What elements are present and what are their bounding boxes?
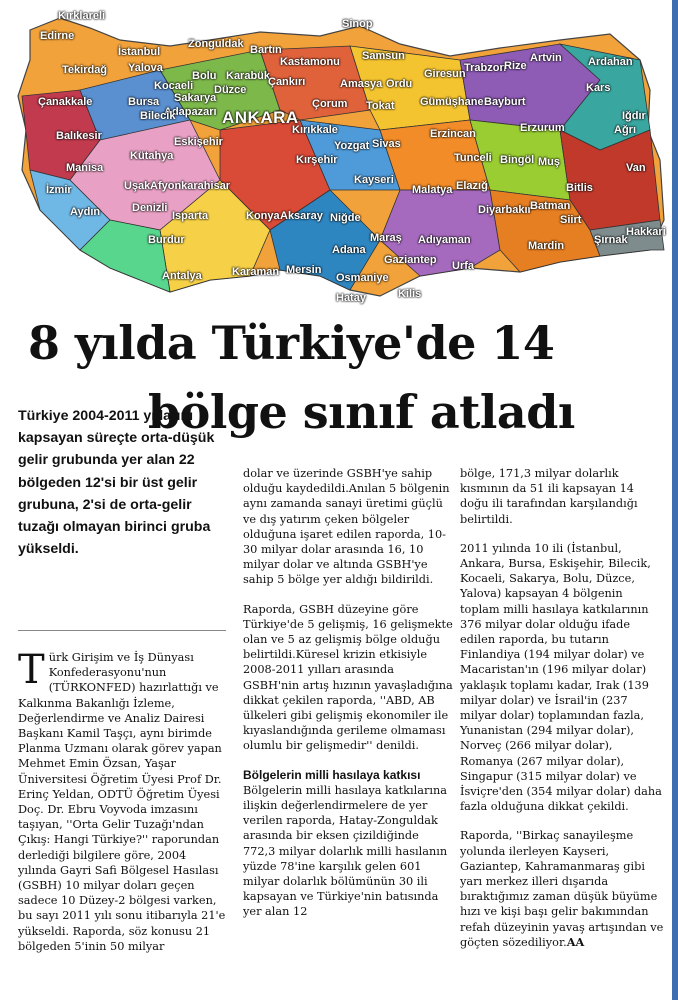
city-label: Diyarbakır	[478, 204, 532, 216]
city-label: Adıyaman	[418, 234, 471, 246]
city-label: Artvin	[530, 52, 562, 64]
page-edge-bar	[672, 0, 678, 1000]
city-label: Malatya	[412, 184, 453, 196]
city-label: Kütahya	[130, 150, 174, 162]
subheading: Bölgelerin milli hasılaya katkısı	[243, 767, 421, 782]
city-label: Siirt	[560, 214, 582, 226]
city-label: Ağrı	[614, 124, 636, 136]
paragraph: Raporda, GSBH düzeyine göre Türkiye'de 5 gelişmiş, 16 gelişmekte olan ve 5 az gelişmiş bölge olduğu belirtildi.Küresel krizin etkisiyle 2008-2011 yılları arasında GSBH'nin artış hızının yavaşladığına dikkat çekilen raporda, ''ABD, AB ülkeleri gibi gelişmiş ekonomiler ile kıyaslandığında gerileme olmaması olumlu bir gelişmedir'' denildi.	[243, 602, 453, 753]
city-label: Gümüşhane	[420, 96, 484, 108]
city-label: Hakkari	[626, 226, 666, 238]
paragraph: dolar ve üzerinde GSBH'ye sahip olduğu kaydedildi.Anılan 5 bölgenin aynı zamanda sanayi üretimi güçlü ve dış yatırım çeken bölgeler olduğuna işaret edilen raporda, 10-30 milyar dolar arasında 16, 10 milyar dolar ve altında GSBH'ye sahip 5 bölge yer aldığı bildirildi.	[243, 467, 450, 587]
city-label: Eskişehir	[174, 136, 223, 148]
city-label: Karaman	[232, 266, 280, 278]
article-column-3	[460, 466, 665, 964]
city-label: Zonguldak	[188, 38, 244, 50]
city-label: Giresun	[424, 68, 466, 80]
drop-cap: T	[18, 647, 45, 693]
city-label: Maraş	[370, 232, 402, 244]
city-label: Van	[626, 162, 646, 174]
paragraph-final	[460, 828, 665, 950]
city-label: Sakarya	[174, 92, 217, 104]
city-label: Ordu	[386, 78, 413, 90]
lede-divider	[18, 630, 226, 631]
city-label: Bilecik	[140, 110, 176, 122]
city-label: Uşak	[124, 180, 151, 192]
city-label: Yozgat	[334, 140, 370, 152]
city-label: Tunceli	[454, 152, 492, 164]
city-label: Urfa	[452, 260, 475, 272]
agency-signature: AA	[566, 934, 585, 949]
city-label: Konya	[246, 210, 280, 222]
city-label: Mersin	[286, 264, 322, 276]
city-label: Manisa	[66, 162, 104, 174]
city-label: Sinop	[342, 18, 373, 30]
city-label: Adapazarı	[164, 106, 217, 118]
paragraph: bölge, 171,3 milyar dolarlık kısmının da 51 ili kapsayan 14 doğu ili tarafından karşılandığı belirtildi.	[460, 467, 638, 526]
city-label: Kars	[586, 82, 611, 94]
city-label: Muş	[538, 156, 560, 168]
city-label: Antalya	[162, 270, 202, 282]
city-label: Sivas	[372, 138, 401, 150]
article-column-1	[18, 647, 226, 968]
city-label: Adana	[332, 244, 366, 256]
paragraph: Bölgelerin milli hasılaya katkılarına ilişkin değerlendirmelere de yer verilen raporda, Hatay-Zonguldak arasında bir eksen çizildiğinde 772,3 milyar dolarlık milli hasılanın yüzde 78'ine karşılık gelen 601 milyar dolarlık bölümünün 30 ili kapsayan ve Türkiye'nin batısında yer alan 12	[243, 783, 448, 919]
paragraph: 2011 yılında 10 ili (İstanbul, Ankara, Bursa, Eskişehir, Bilecik, Kocaeli, Sakarya, Bolu, Düzce, Yalova) kapsayan 4 bölgenin toplam milli hasılaya katkılarının 376 milyar dolar olduğu ifade edilen raporda, bu tutarın Finlandiya (194 milyar dolar) ve Macaristan'ın (196 milyar dolar) yaklaşık toplamı kadar, Irak (139 milyar dolar) ve İsrail'in (237 milyar dolar) toplamından fazla, Yunanistan (294 milyar dolar), Norveç (266 milyar dolar), Romanya (267 milyar dolar), Singapur (315 milyar dolar) ve İsviçre'den (354 milyar dolar) daha fazla olduğuna dikkat çekildi.	[460, 541, 662, 814]
city-label: Burdur	[148, 234, 185, 246]
city-label: Isparta	[172, 210, 209, 222]
city-label: Niğde	[330, 212, 361, 224]
city-label: Şırnak	[594, 234, 628, 246]
city-label: Çanakkale	[38, 96, 93, 108]
city-label: Kastamonu	[280, 56, 340, 68]
headline-line-2: bölge sınıf atladı	[148, 385, 575, 439]
city-label: Samsun	[362, 50, 405, 62]
city-label: Osmaniye	[336, 272, 389, 284]
city-label: Kırşehir	[296, 154, 338, 166]
city-label: Hatay	[336, 292, 366, 304]
turkey-map	[0, 0, 678, 320]
city-label: Kırklareli	[58, 10, 106, 22]
city-label: Aydın	[70, 206, 101, 218]
city-label: Balıkesir	[56, 130, 102, 142]
city-label: Gaziantep	[384, 254, 437, 266]
city-label-capital: ANKARA	[222, 108, 299, 127]
city-label: Denizli	[132, 202, 168, 214]
city-label: Elazığ	[456, 180, 488, 192]
city-label: Erzurum	[520, 122, 565, 134]
city-label: Edirne	[40, 30, 75, 42]
city-label: Ardahan	[588, 56, 633, 68]
city-label: Amasya	[340, 78, 383, 90]
headline-line-1: 8 yılda Türkiye'de 14	[28, 316, 555, 370]
city-label: Trabzon	[464, 62, 507, 74]
city-label: Çankırı	[268, 76, 306, 88]
city-label: Çorum	[312, 98, 348, 110]
city-label: Karabük	[226, 70, 271, 82]
city-label: Erzincan	[430, 128, 476, 140]
city-label: Kırıkkale	[292, 124, 338, 136]
city-label: Bolu	[192, 70, 217, 82]
city-label: Iğdır	[622, 110, 646, 122]
city-label: Aksaray	[280, 210, 323, 222]
city-label: Bitlis	[566, 182, 593, 194]
city-label: Kilis	[398, 288, 422, 300]
city-label: Düzce	[214, 84, 247, 96]
article-column-2	[243, 466, 453, 934]
city-label: Bartın	[250, 44, 282, 56]
city-label: Kayseri	[354, 174, 394, 186]
city-label: Bursa	[128, 96, 160, 108]
city-label: Tokat	[366, 100, 395, 112]
city-label: İstanbul	[118, 46, 161, 58]
city-label: Batman	[530, 200, 571, 212]
city-label: Afyonkarahisar	[150, 180, 231, 192]
city-label: Rize	[504, 60, 527, 72]
city-label: Mardin	[528, 240, 565, 252]
paragraph-text: Raporda, ''Birkaç sanayileşme yolunda ilerleyen Kayseri, Gaziantep, Kahramanmaraş gibi yarı merkez illeri dışarıda bıraktığımız zaman düşük büyüme hızı ve kişi başı gelir bakımından refah düzeyinin yavaş artışından ve göçten sözediliyor.	[460, 829, 664, 949]
city-label: Tekirdağ	[62, 64, 108, 76]
city-label: Bayburt	[484, 96, 526, 108]
city-label: Bingöl	[500, 154, 535, 166]
paragraph: ürk Girişim ve İş Dünyası Konfederasyonu'nun (TÜRKONFED) hazırlattığı ve Kalkınma Bakanlığı İzleme, Değerlendirme ve Analiz Dairesi Başkanı Kamil Taşçı, aynı birimde Planma Uzmanı olarak görev yapan Mehmet Emin Özsan, Yaşar Üniversitesi Öğretim Üyesi Prof Dr. Erinç Yeldan, ODTÜ Öğretim Üyesi Doç. Dr. Ebru Voyvoda imzasını taşıyan, ''Orta Gelir Tuzağı'ndan Çıkış: Hangi Türkiye?'' raporundan derlediği bilgilere göre, 2004 yılında Gayri Safi Bölgesel Hasılası (GSBH) 10 milyar doları geçen sadece 10 Düzey-2 bölgesi varken, bu sayı 2011 yılı sonu itibarıyla 21'e yükseldi. Raporda, söz konusu 21 bölgeden 5'inin 50 milyar	[18, 651, 226, 953]
city-label: Yalova	[128, 62, 163, 74]
city-label: Kocaeli	[154, 80, 194, 92]
city-label: İzmir	[46, 184, 72, 196]
lede-summary: Türkiye 2004-2011 yıllarını kapsayan süreçte orta-düşük gelir grubunda yer alan 22 bölgeden 12'si bir üst gelir grubuna, 2'si de orta-gelir tuzağı olmayan birinci gruba yükseldi.	[18, 408, 215, 558]
